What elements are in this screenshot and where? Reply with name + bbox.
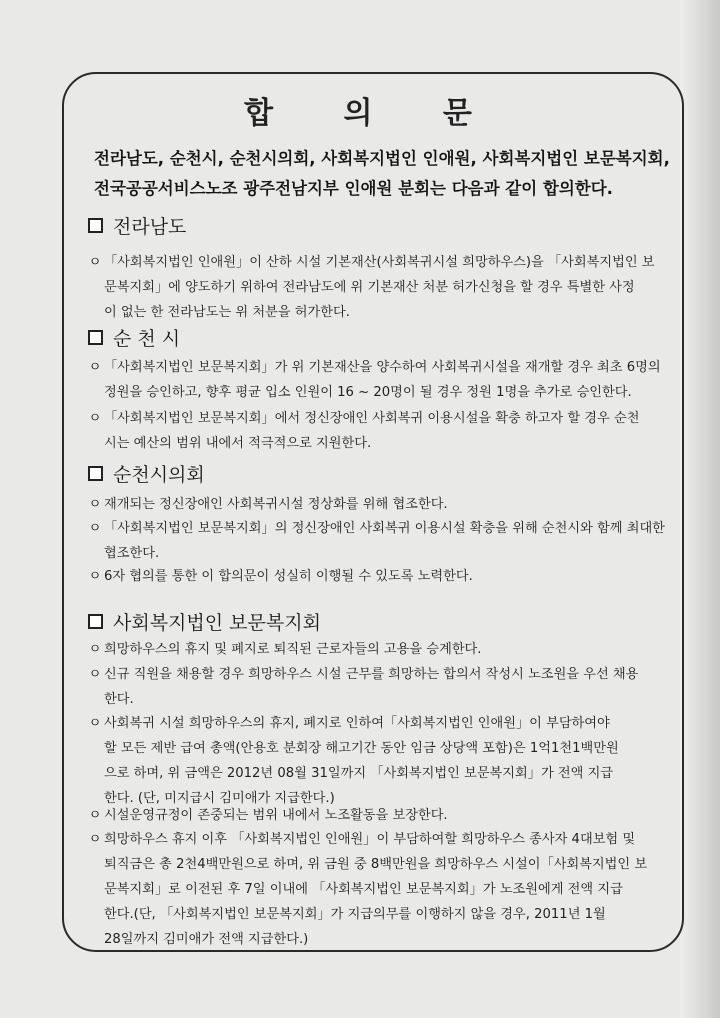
bullet-icon: ㅇ xyxy=(88,832,102,847)
bullet-icon: ㅇ xyxy=(88,521,102,536)
section-heading-label: 전라남도 xyxy=(113,216,187,238)
bullet-icon: ㅇ xyxy=(88,411,102,426)
list-item: ㅇ 사회복귀 시설 희망하우스의 휴지, 폐지로 인하여「사회복지법인 인애원」이 부담하여야 할 모든 제반 급여 총액(안용호 분회장 해고기간 동안 임금 상당액 포함)은 1억1천1백만원 으로 하며, 위 금액은 2012년 08월 31일까지 「사회복지법인 보문복지회」가 전액 지급 한다. (단, 미지급시 김미애가 지급한다.) xyxy=(88,711,678,811)
list-item: ㅇ 6자 협의를 통한 이 합의문이 성실히 이행될 수 있도록 노력한다. xyxy=(88,564,678,589)
list-item: ㅇ 재개되는 정신장애인 사회복귀시설 정상화를 위해 협조한다. xyxy=(88,492,678,517)
page-title: 합 의 문 xyxy=(244,96,502,131)
intro-paragraph xyxy=(94,144,674,204)
bullet-icon: ㅇ xyxy=(88,569,102,584)
intro-line: 전국공공서비스노조 광주전남지부 인애원 분회는 다음과 같이 합의한다. xyxy=(94,179,613,198)
bullet-icon: ㅇ xyxy=(88,667,102,682)
section-heading-label: 순천시의회 xyxy=(113,464,205,486)
checkbox-icon xyxy=(88,330,103,345)
bullet-icon: ㅇ xyxy=(88,255,102,270)
section-heading-jeonnam xyxy=(88,212,186,239)
list-item: ㅇ 희망하우스 휴지 이후 「사회복지법인 인애원」이 부담하여할 희망하우스 종사자 4대보험 및 퇴직금은 총 2천4백만원으로 하며, 위 금원 중 8백만원을 희망하우스 시설이「사회복지법인 보 문복지회」로 이전된 후 7일 이내에 「사회복지법인 보문복지회」가 노조원에게 전액 지급 한다.(단, 「사회복지법인 보문복지회」가 지급의무를 이행하지 않을 경우, 2011년 1월 28일까지 김미애가 전액 지급한다.) xyxy=(88,827,678,952)
list-item: ㅇ 「사회복지법인 보문복지회」가 위 기본재산을 양수하여 사회복귀시설을 재개할 경우 최초 6명의 정원을 승인하고, 향후 평균 입소 인원이 16 ~ 20명이 될 경우 정원 1명을 추가로 승인한다. xyxy=(88,355,678,405)
list-item: ㅇ 「사회복지법인 인애원」이 산하 시설 기본재산(사회복귀시설 희망하우스)을 「사회복지법인 보 문복지회」에 양도하기 위하여 전라남도에 위 기본재산 처분 허가신청을 할 경우 특별한 사정 이 없는 한 전라남도는 위 처분을 허가한다. xyxy=(88,250,678,325)
bullet-icon: ㅇ xyxy=(88,808,102,823)
section-heading-label: 사회복지법인 보문복지회 xyxy=(113,612,321,634)
list-item: ㅇ 「사회복지법인 보문복지회」의 정신장애인 사회복귀 이용시설 확충을 위해 순천시와 함께 최대한 협조한다. xyxy=(88,516,678,566)
checkbox-icon xyxy=(88,614,103,629)
section-heading-bomun-welfare xyxy=(88,608,321,635)
list-item: ㅇ 신규 직원을 채용할 경우 희망하우스 시설 근무를 희망하는 합의서 작성시 노조원을 우선 채용 한다. xyxy=(88,662,678,712)
bullet-icon: ㅇ xyxy=(88,497,102,512)
section-heading-city-council xyxy=(88,460,205,487)
list-item: ㅇ 「사회복지법인 보문복지회」에서 정신장애인 사회복귀 이용시설을 확충 하고자 할 경우 순천 시는 예산의 범위 내에서 적극적으로 지원한다. xyxy=(88,406,678,456)
checkbox-icon xyxy=(88,466,103,481)
section-heading-suncheon-city xyxy=(88,324,180,351)
bullet-icon: ㅇ xyxy=(88,642,102,657)
section-heading-label: 순 천 시 xyxy=(113,328,181,350)
list-item: ㅇ 희망하우스의 휴지 및 폐지로 퇴직된 근로자들의 고용을 승계한다. xyxy=(88,637,678,662)
checkbox-icon xyxy=(88,218,103,233)
intro-line: 전라남도, 순천시, 순천시의회, 사회복지법인 인애원, 사회복지법인 보문복지회, xyxy=(94,149,670,168)
bullet-icon: ㅇ xyxy=(88,716,102,731)
bullet-icon: ㅇ xyxy=(88,360,102,375)
list-item: ㅇ 시설운영규정이 존중되는 범위 내에서 노조활동을 보장한다. xyxy=(88,803,678,828)
page-edge-shadow xyxy=(680,0,720,1018)
